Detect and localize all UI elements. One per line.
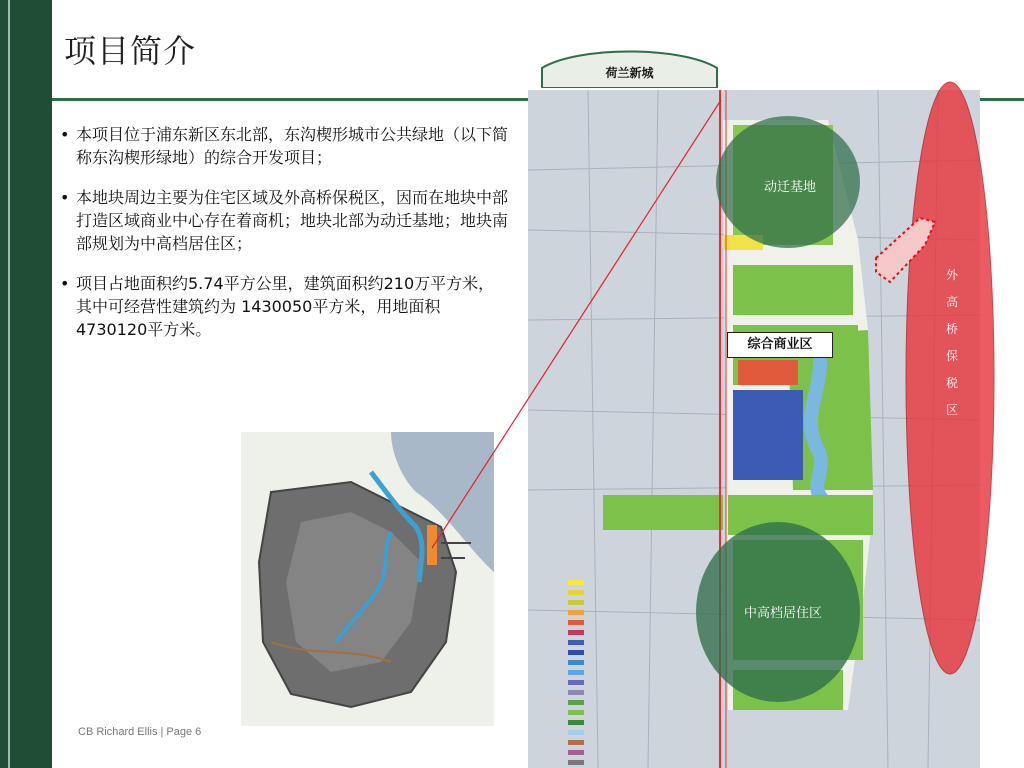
bullet-dot-icon: • (60, 125, 70, 144)
bullet-text: 项目占地面积约5.74平方公里，建筑面积约210万平方米，其中可经营性建筑约为 1430050平方米，用地面积4730120平方米。 (76, 274, 495, 339)
page-title: 项目简介 (64, 32, 197, 70)
bonded-zone-char: 区 (945, 403, 958, 417)
bonded-zone-char: 高 (945, 295, 958, 309)
bullet-text: 本地块周边主要为住宅区域及外高桥保税区，因而在地块中部打造区域商业中心存在着商机；地块北部为动迁基地；地块南部规划为中高档居住区； (76, 188, 509, 253)
bonded-zone-label (938, 262, 966, 424)
bullet-dot-icon: • (60, 188, 70, 207)
bonded-zone-char: 外 (945, 268, 958, 282)
commercial-zone-label: 综合商业区 (727, 332, 833, 358)
bullet-dot-icon: • (60, 274, 70, 293)
north-zone-label: 动迁基地 (763, 180, 816, 195)
connector-line (432, 100, 721, 548)
bonded-zone-char: 桥 (945, 322, 958, 336)
bonded-zone-char: 保 (945, 349, 958, 363)
page-footer: CB Richard Ellis | Page 6 (78, 726, 202, 738)
top-tab-label: 荷兰新城 (605, 66, 654, 80)
bonded-zone-char: 税 (945, 376, 958, 390)
bullet-text: 本项目位于浦东新区东北部，东沟楔形城市公共绿地（以下简称东沟楔形绿地）的综合开发项目； (76, 125, 509, 167)
south-zone-label: 中高档居住区 (743, 606, 822, 621)
